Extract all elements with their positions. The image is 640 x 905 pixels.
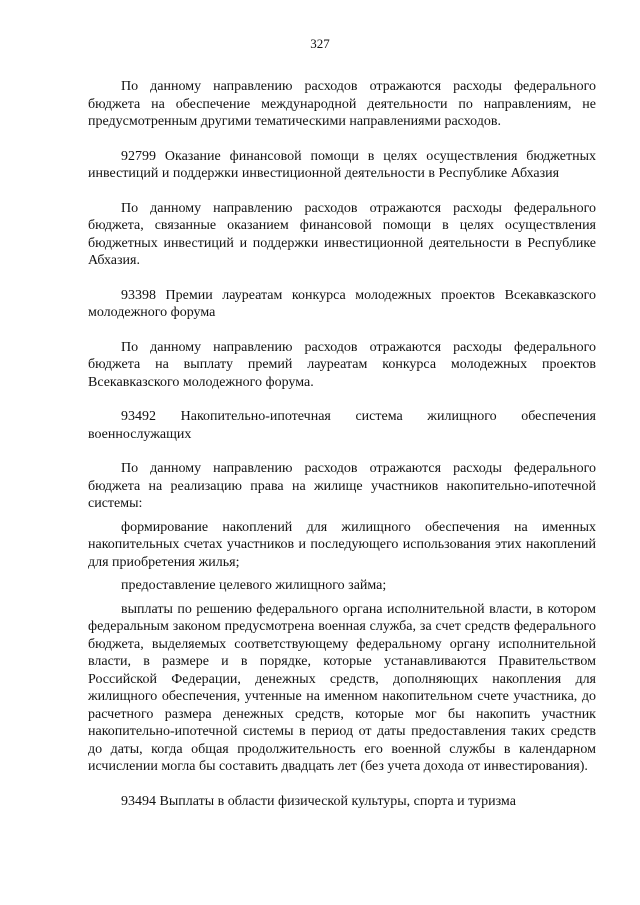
document-body [88,78,596,810]
section-heading-93492: 93492 Накопительно-ипотечная система жилищного обеспечения военнослужащих [88,409,596,442]
paragraph-abkhazia: По данному направлению расходов отражаются расходы федерального бюджета, связанные оказанием финансовой помощи в целях осуществления бюджетных инвестиций и поддержки инвестиционной деятельности в Республике Абхазия. [88,200,596,268]
paragraph-international-activity: По данному направлению расходов отражаются расходы федерального бюджета на обеспечение международной деятельности по направлениям, не предусмотренным другими тематическими направлениями расходов. [88,79,596,129]
section-heading-92799: 92799 Оказание финансовой помощи в целях осуществления бюджетных инвестиций и поддержки инвестиционной деятельности в Республике Абхазия [88,148,596,181]
paragraph-mortgage-system: По данному направлению расходов отражаются расходы федерального бюджета на реализацию права на жилище участников накопительно-ипотечной системы: [88,461,596,511]
list-item-federal-payments: выплаты по решению федерального органа исполнительной власти, в котором федеральным законом предусмотрена военная служба, за счет средств федерального бюджета, выделяемых соответствующему федеральному органу исполнительной власти, в размере и в порядке, которые устанавливаются Правительством Российской Федерации, денежных средств, дополняющих накопления для жилищного обеспечения, учтенные на именном накопительном счете участника, до расчетного размера денежных средств, которые мог бы накопить участник накопительно-ипотечной системы в период от даты предоставления таких средств до даты, когда общая продолжительность его военной службы в календарном исчислении могла бы составить двадцать лет (без учета дохода от инвестирования). [88,601,596,774]
list-item-savings-formation: формирование накоплений для жилищного обеспечения на именных накопительных счетах участников и последующего использования этих накоплений для приобретения жилья; [88,519,596,570]
paragraph-youth-forum: По данному направлению расходов отражаются расходы федерального бюджета на выплату премий лауреатам конкурса молодежных проектов Всекавказского молодежного форума. [88,339,596,390]
section-heading-93494: 93494 Выплаты в области физической культуры, спорта и туризма [121,793,516,809]
section-heading-93398: 93398 Премии лауреатам конкурса молодежных проектов Всекавказского молодежного форума [88,287,596,320]
page-number: 327 [310,36,330,51]
list-item-target-loan: предоставление целевого жилищного займа; [121,578,387,593]
